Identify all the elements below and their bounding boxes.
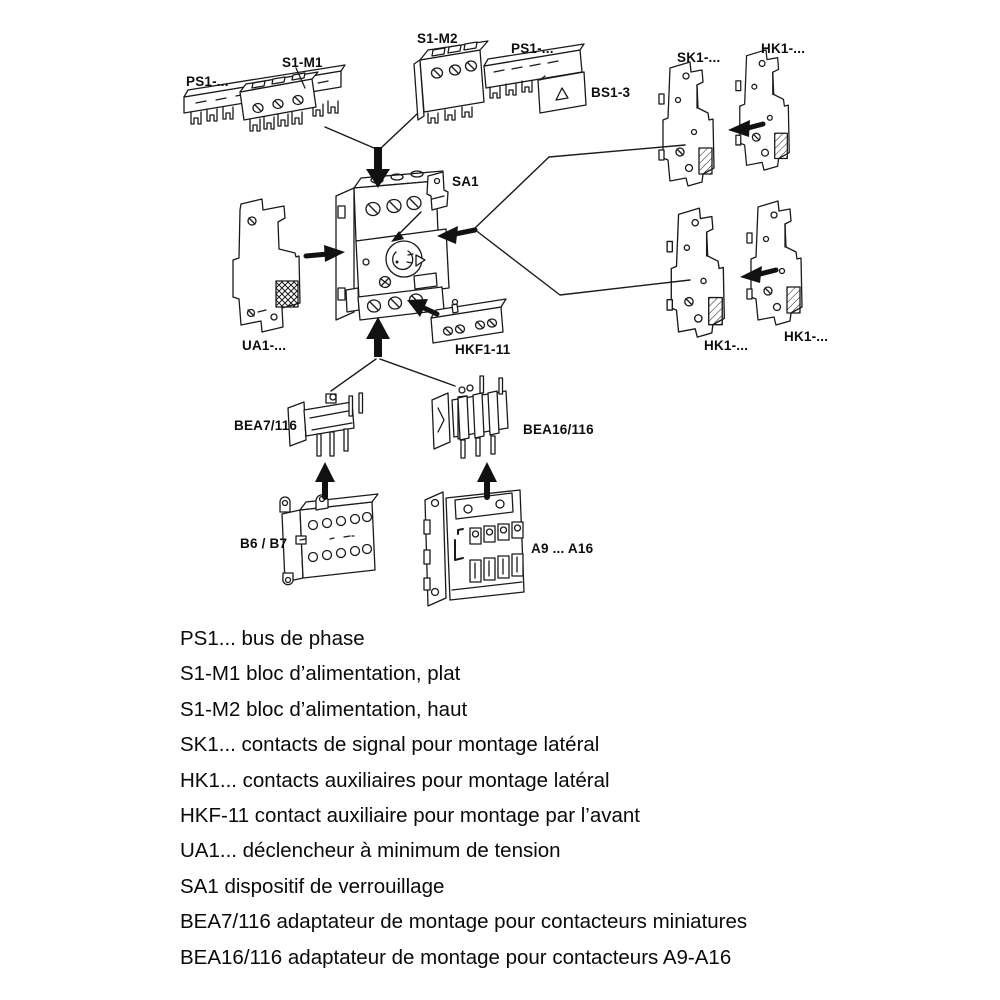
contactor-b6-b7 xyxy=(280,494,378,585)
legend-item-ua1: UA1... déclencheur à minimum de tension xyxy=(180,839,561,863)
aux-contact-hk1-mid-right xyxy=(747,201,802,325)
aux-contact-hk1-top xyxy=(736,50,789,170)
label-ua1: UA1-... xyxy=(242,338,287,353)
label-a9-a16: A9 ... A16 xyxy=(531,541,594,556)
legend-item-sa1: SA1 dispositif de verrouillage xyxy=(180,874,445,898)
end-cover-bs1-3 xyxy=(538,72,586,113)
label-bea16: BEA16/116 xyxy=(523,422,594,437)
adapter-bea16 xyxy=(432,376,508,458)
label-ps1-left: PS1-... xyxy=(186,74,229,89)
label-hk1-mid-right: HK1-... xyxy=(784,329,829,344)
arrow-a9-up xyxy=(477,462,497,497)
signal-contact-sk1 xyxy=(659,62,714,186)
aux-contact-hk1-mid-left xyxy=(667,208,724,337)
label-b6-b7: B6 / B7 xyxy=(240,536,288,551)
undervoltage-release-ua1 xyxy=(233,199,300,332)
label-bea7: BEA7/116 xyxy=(234,418,298,433)
legend-item-bea7: BEA7/116 adaptateur de montage pour contacteurs miniatures xyxy=(180,910,748,934)
label-s1m1: S1-M1 xyxy=(282,55,323,70)
legend-item-sk1: SK1... contacts de signal pour montage latéral xyxy=(180,733,600,757)
legend-item-hk1: HK1... contacts auxiliaires pour montage latéral xyxy=(180,768,610,792)
phase-bus-s1m2-assembly xyxy=(414,41,586,123)
label-s1m2: S1-M2 xyxy=(417,31,458,46)
contactor-a9-a16 xyxy=(424,490,524,606)
arrow-b6-up xyxy=(315,462,335,497)
legend-item-bea16: BEA16/116 adaptateur de montage pour contacteurs A9-A16 xyxy=(180,945,732,969)
feed-block-s1m2 xyxy=(414,41,488,123)
legend-item-s1m1: S1-M1 bloc d’alimentation, plat xyxy=(180,662,461,686)
label-hkf1-11: HKF1-11 xyxy=(455,342,511,357)
label-bs1-3: BS1-3 xyxy=(591,85,631,100)
label-hk1-mid-left: HK1-... xyxy=(704,338,749,353)
label-sk1: SK1-... xyxy=(677,50,721,65)
label-sa1: SA1 xyxy=(452,174,479,189)
legend-item-s1m2: S1-M2 bloc d’alimentation, haut xyxy=(180,697,468,721)
adapter-bea7 xyxy=(288,393,363,456)
legend xyxy=(180,621,880,975)
label-hk1-top: HK1-... xyxy=(761,41,806,56)
legend-item-hkf11: HKF-11 contact auxiliaire pour montage par l’avant xyxy=(180,804,640,828)
arrow-adapters-up xyxy=(366,317,390,357)
legend-item-ps1: PS1... bus de phase xyxy=(180,627,365,650)
label-ps1-right: PS1-... xyxy=(511,41,554,56)
